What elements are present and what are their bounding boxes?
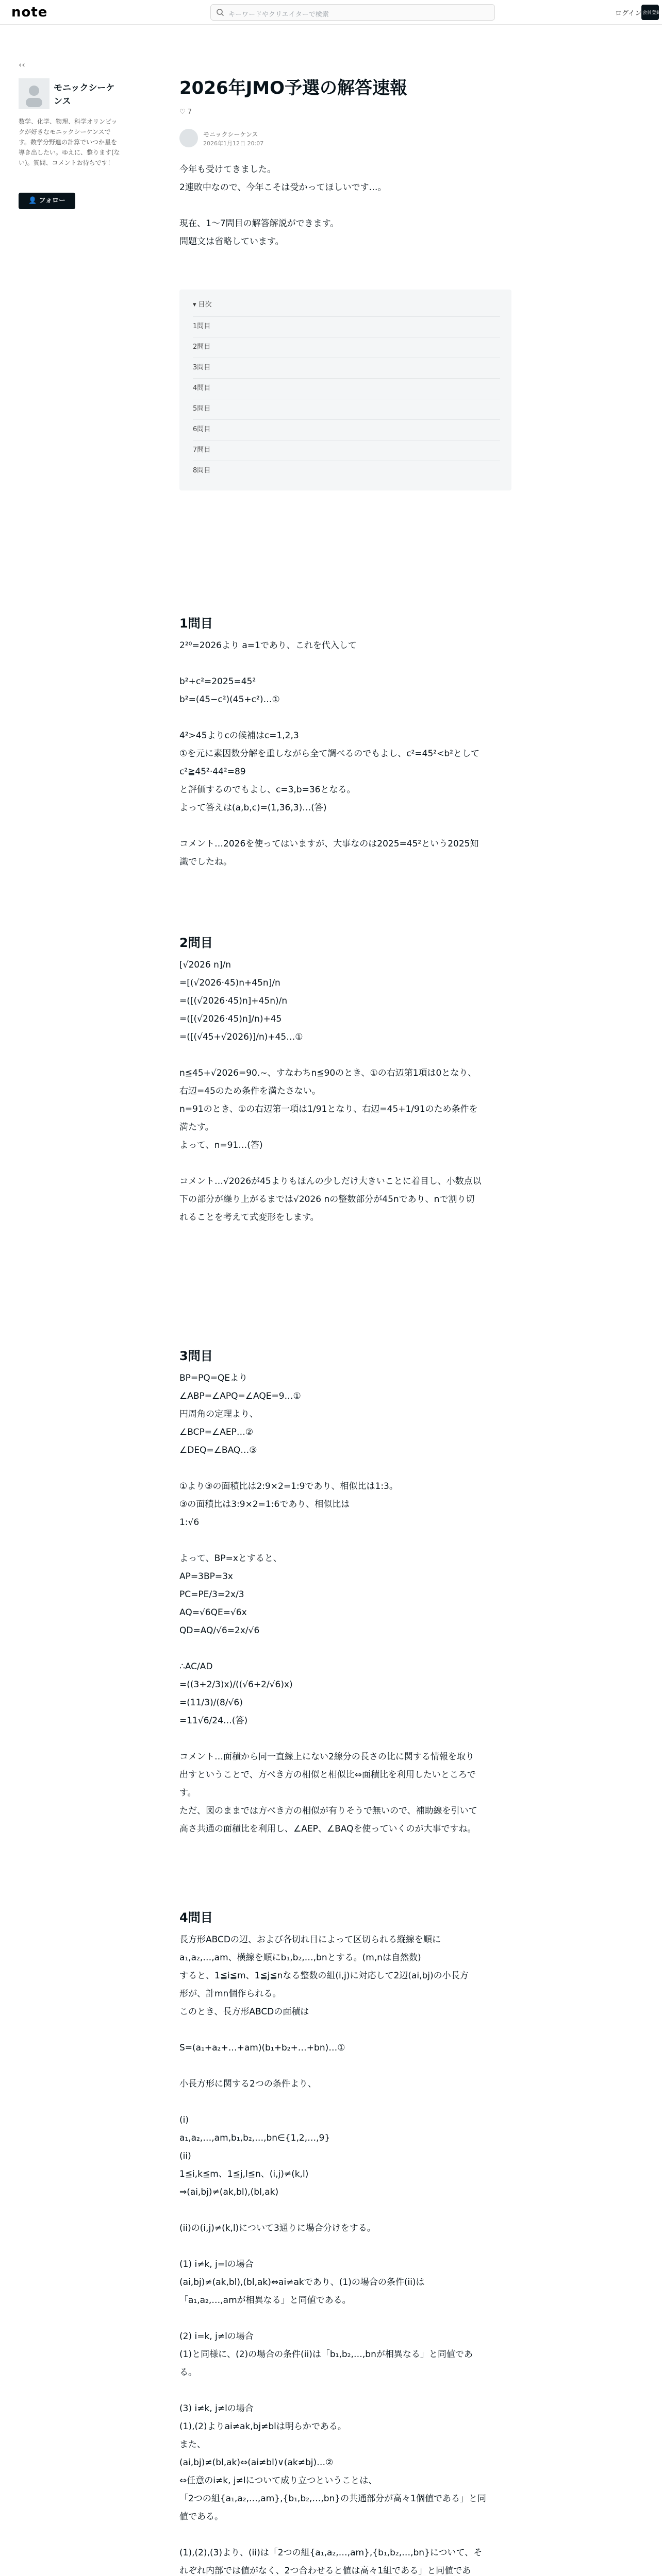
meta-avatar[interactable] [179, 129, 198, 147]
text-line: (3) i≠k, j≠lの場合 [179, 2403, 254, 2414]
text-line: 満たす。 [179, 1122, 214, 1132]
text-line: AQ=√6QE=√6x [179, 1607, 247, 1618]
search-icon [216, 8, 224, 16]
text-line: ⇔任意のi≠k, j≠lについて成り立つということは、 [179, 2476, 377, 2486]
text-line: 高さ共通の面積比を利用し、∠AEP、∠BAQを使っていくのが大事ですね。 [179, 1824, 476, 1834]
toc-item[interactable]: 7問目 [193, 440, 500, 460]
text-line: 1≦i,k≦m、1≦j,l≦n、(i,j)≠(k,l) [179, 2169, 309, 2179]
text-line: ∠ABP=∠APQ=∠AQE=9…① [179, 1391, 301, 1401]
text-line [179, 197, 511, 215]
text-line: =11√6/24…(答) [179, 1716, 248, 1726]
text-line: n=91のとき、①の右辺第一項は1/91となり、右辺=45+1/91のため条件を [179, 1104, 478, 1114]
text-line: ①を元に素因数分解を重しながら全て調べるのでもよし、c²=45²<b²として [179, 749, 479, 759]
text-line: 4²>45よりcの候補はc=1,2,3 [179, 731, 299, 741]
text-line: す。 [179, 1788, 196, 1798]
meta-date: 2026年1月12日 20:07 [203, 140, 264, 147]
text-line: 形が、計mn個作られる。 [179, 1989, 282, 1999]
text-line: 今年も受けてきました。 [179, 164, 276, 175]
text-line [179, 1046, 511, 1064]
text-line [179, 2238, 511, 2256]
text-line: よって、BP=xとすると、 [179, 1553, 282, 1564]
text-line: 「a₁,a₂,…,amが相異なる」と同値である。 [179, 2295, 351, 2306]
text-line: =([(√2026·45)n]/n)+45 [179, 1014, 282, 1024]
heart-icon: ♡ [179, 108, 186, 116]
text-line: PC=PE/3=2x/3 [179, 1589, 244, 1600]
text-line [179, 2310, 511, 2328]
note-logo[interactable]: note [11, 5, 48, 20]
back-icon[interactable]: ‹‹ [19, 60, 25, 70]
text-line: また、 [179, 2439, 206, 2450]
author-name[interactable]: モニックシーケンス [54, 83, 115, 107]
toc-item[interactable]: 2問目 [193, 337, 500, 357]
avatar-illustration-icon [19, 78, 49, 109]
text-line: このとき、長方形ABCDの面積は [179, 2007, 309, 2017]
text-line: (i) [179, 2115, 189, 2125]
text-line [179, 1640, 511, 1658]
text-line [179, 2057, 511, 2075]
text-line: 現在、1〜7問目の解答解説ができます。 [179, 218, 339, 229]
login-link[interactable]: ログイン [615, 10, 642, 18]
text-line: c²≧45²·44²=89 [179, 767, 246, 777]
text-line: (1)と同様に、(2)の場合の条件(ii)は「b₁,b₂,…,bnが相異なる」と同値であ [179, 2349, 473, 2360]
text-line: S=(a₁+a₂+…+am)(b₁+b₂+…+bn)…① [179, 2043, 345, 2053]
text-line: ∴AC/AD [179, 1662, 213, 1672]
text-line: (1) i≠k, j=lの場合 [179, 2259, 254, 2269]
section-heading-4: 4問目 [179, 1910, 213, 1925]
section-1-body [179, 637, 511, 871]
text-line [179, 2526, 511, 2544]
meta-author-name[interactable]: モニックシーケンス [203, 131, 258, 138]
text-line: =((3+2/3)x)/((√6+2/√6)x) [179, 1680, 293, 1690]
text-line: =(11/3)/(8/√6) [179, 1698, 243, 1708]
article-title: 2026年JMO予選の解答速報 [179, 78, 408, 98]
text-line [179, 2093, 511, 2111]
section-heading-2: 2問目 [179, 936, 213, 950]
text-line [179, 2201, 511, 2219]
text-line [179, 1532, 511, 1550]
text-line: コメント…2026を使ってはいますが、大事なのは2025=45²という2025知 [179, 839, 479, 849]
text-line: 識でしたね。 [179, 857, 232, 867]
text-line: コメント…√2026が45よりもほんの少しだけ大きいことに着目し、小数点以 [179, 1176, 482, 1187]
text-line: 値である。 [179, 2512, 223, 2522]
text-line: 小長方形に関する2つの条件より、 [179, 2079, 317, 2089]
section-2-body [179, 956, 511, 1227]
text-line: コメント…面積から同一直線上にない2線分の長さの比に関する情報を取り [179, 1752, 474, 1762]
text-line: れぞれ内部では値がなく、2つ合わせると値は高々1組である」と同値であ [179, 2566, 471, 2576]
toc-item[interactable]: 3問目 [193, 358, 500, 377]
text-line: 円周角の定理より、 [179, 1409, 258, 1419]
toc-item[interactable]: 4問目 [193, 378, 500, 398]
text-line: ①より③の面積比は2:9×2=1:9であり、相似比は1:3。 [179, 1481, 398, 1492]
toc-item[interactable]: 8問目 [193, 461, 500, 480]
text-line [179, 1730, 511, 1748]
text-line: (ii)の(i,j)≠(k,l)について3通りに場合分けをする。 [179, 2223, 376, 2233]
toc-item[interactable]: 5問目 [193, 399, 500, 418]
toc-toggle-icon: ▾ [193, 301, 198, 309]
follow-label: フォロー [39, 197, 66, 205]
follow-button[interactable] [19, 193, 75, 209]
text-line: る。 [179, 2367, 197, 2378]
text-line: [√2026 n]/n [179, 960, 231, 970]
text-line: よって、n=91…(答) [179, 1140, 263, 1150]
text-line: 右辺=45のため条件を満たさない。 [179, 1086, 321, 1096]
text-line: b²+c²=2025=45² [179, 676, 256, 687]
text-line: 1:√6 [179, 1517, 200, 1528]
like-summary[interactable] [179, 108, 192, 116]
section-heading-3: 3問目 [179, 1349, 213, 1363]
text-line: =([(√2026·45)n]+45n)/n [179, 996, 288, 1006]
text-line [179, 2021, 511, 2039]
table-of-contents [179, 290, 511, 490]
signup-button-box[interactable] [641, 5, 659, 20]
toc-item[interactable]: 1問目 [193, 316, 500, 336]
text-line: (ai,bj)≠(bl,ak)⇔(ai≠bl)∨(ak≠bj)…② [179, 2458, 334, 2468]
text-line: (2) i=k, j≠lの場合 [179, 2331, 254, 2342]
text-line: 長方形ABCDの辺、および各切れ目によって区切られる縦線を順に [179, 1935, 441, 1945]
text-line: BP=PQ=QEより [179, 1373, 248, 1383]
search-placeholder: キーワードやクリエイターで検索 [228, 11, 329, 19]
intro-text [179, 161, 511, 251]
section-heading-1: 1問目 [179, 616, 213, 631]
text-line [179, 1155, 511, 1173]
text-line: すると、1≦i≦m、1≦j≦nなる整数の組(i,j)に対応して2辺(ai,bj)の小長方 [179, 1971, 469, 1981]
text-line [179, 2382, 511, 2400]
section-3-body [179, 1369, 511, 1838]
text-line: ただ、図のままでは方べき方の相似が有りそうで無いので、補助線を引いて [179, 1806, 477, 1816]
like-count: 7 [187, 108, 192, 116]
author-bio: 数学、化学、物理、科学オリンピックが好きなモニックシーケンスです。数学分野進の計算でいつか星を導き出したい。ゆえに、整ります(ない)。質問、コメントお待ちです！ [19, 118, 120, 166]
text-line: a₁,a₂,…,am、横線を順にb₁,b₂,…,bnとする。(m,nは自然数) [179, 1953, 421, 1963]
toc-heading[interactable]: ▾ 目次 [193, 301, 212, 309]
text-line: ③の面積比は3:9×2=1:6であり、相似比は [179, 1499, 350, 1510]
text-line [179, 817, 511, 835]
text-line: 2²⁰=2026より a=1であり、これを代入して [179, 640, 357, 651]
search-input[interactable] [210, 4, 495, 21]
text-line: =[(√2026·45)n+45n]/n [179, 978, 280, 988]
text-line: ∠BCP=∠AEP…② [179, 1427, 254, 1437]
text-line [179, 1460, 511, 1478]
text-line: ⇒(ai,bj)≠(ak,bl),(bl,ak) [179, 2187, 279, 2197]
text-line: (1),(2)よりai≠ak,bj≠blは明らかである。 [179, 2421, 346, 2432]
follow-icon: 👤 [28, 197, 39, 205]
text-line: n≦45+√2026=90.~、すなわちn≦90のとき、①の右辺第1項は0となり、 [179, 1068, 477, 1078]
author-avatar[interactable] [19, 78, 49, 109]
text-line [179, 655, 511, 673]
text-line: =([(√45+√2026)]/n)+45…① [179, 1032, 303, 1042]
text-line: れることを考えて式変形をします。 [179, 1212, 319, 1223]
text-line: よって答えは(a,b,c)=(1,36,3)…(答) [179, 803, 327, 813]
site-header [0, 0, 662, 25]
text-line: (1),(2),(3)より、(ii)は「2つの組{a₁,a₂,…,am},{b₁,b₂,…,bn}について、そ [179, 2548, 483, 2558]
signup-label: 会員登録 [642, 10, 661, 15]
text-line: 下の部分が繰り上がるまでは√2026 nの整数部分が45nであり、nで割り切 [179, 1194, 475, 1205]
text-line: 2連敗中なので、今年こそは受かってほしいです…。 [179, 182, 387, 193]
text-line: (ii) [179, 2151, 191, 2161]
text-line: QD=AQ/√6=2x/√6 [179, 1625, 260, 1636]
toc-item[interactable]: 6問目 [193, 419, 500, 439]
text-line: ∠DEQ=∠BAQ…③ [179, 1445, 257, 1455]
text-line: AP=3BP=3x [179, 1571, 233, 1582]
text-line: 出すということで、方べき方の相似と相似比⇔面積比を利用したいところで [179, 1770, 476, 1780]
text-line: 「2つの組{a₁,a₂,…,am},{b₁,b₂,…,bn}の共通部分が高々1個値である」と同 [179, 2494, 486, 2504]
text-line: b²=(45−c²)(45+c²)…① [179, 694, 280, 705]
text-line: a₁,a₂,…,am,b₁,b₂,…,bn∈{1,2,…,9} [179, 2133, 330, 2143]
section-4-body [179, 1931, 511, 2576]
text-line: と評価するのでもよし、c=3,b=36となる。 [179, 785, 356, 795]
text-line: (ai,bj)≠(ak,bl),(bl,ak)⇔ai≠akであり、(1)の場合の条件(ii)は [179, 2277, 425, 2287]
text-line: 問題文は省略しています。 [179, 236, 284, 247]
text-line [179, 709, 511, 727]
